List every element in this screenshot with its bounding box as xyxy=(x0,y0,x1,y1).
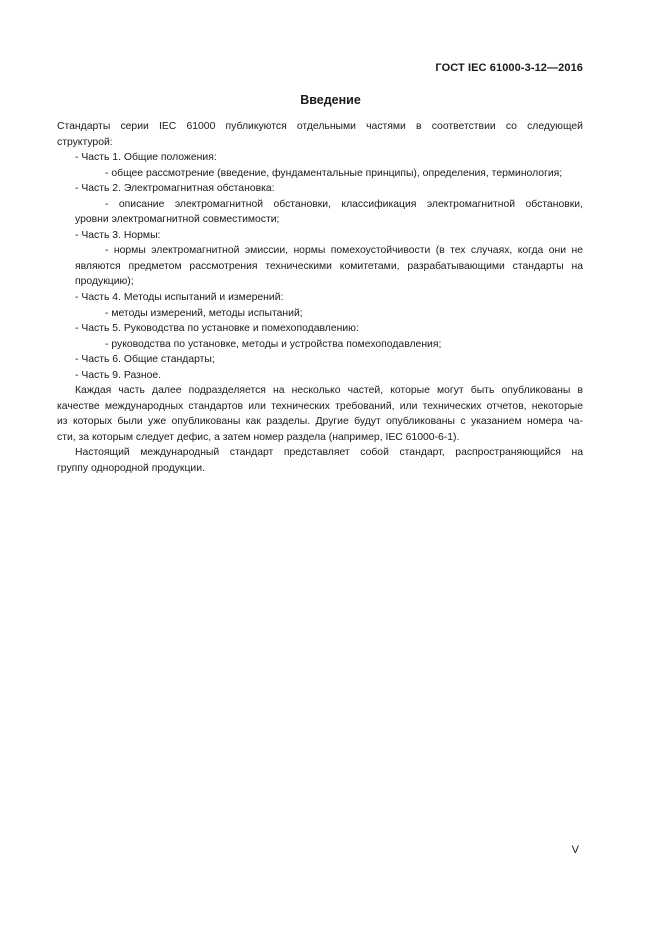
list-item-part6: - Часть 6. Общие стандарты; xyxy=(75,354,215,366)
scope-paragraph xyxy=(57,445,583,476)
division-line-2: качестве международных стандартов или технических требований, или технических отчетов, некоторые xyxy=(57,400,583,412)
list-item-part5: - Часть 5. Руководства по установке и помехоподавлению: xyxy=(75,323,359,335)
list-item-part1: - Часть 1. Общие положения: xyxy=(75,152,217,164)
section-title: Введение xyxy=(300,93,361,107)
intro-paragraph xyxy=(57,119,583,150)
list-subitem-part5: - руководства по установке, методы и устройства помехоподавления; xyxy=(105,338,442,350)
list-subitem-part2-line2: уровни электромагнитной совместимости; xyxy=(75,214,280,226)
intro-line-1: Стандарты серии IEC 61000 публикуются отдельными частями в соответствии со следующей xyxy=(57,121,583,132)
list-item-part2: - Часть 2. Электромагнитная обстановка: xyxy=(75,183,275,195)
scope-line-1: Настоящий международный стандарт представляет собой стандарт, распространяющийся на xyxy=(75,447,583,459)
list-item-part3: - Часть 3. Нормы: xyxy=(75,229,161,241)
scope-line-2: группу однородной продукции. xyxy=(57,463,205,475)
list-subitem-part3-line2: являются предметом рассмотрения техническими комитетами, разрабатывающими стандарты на xyxy=(75,260,583,272)
division-line-4: сти, за которым следует дефис, а затем номер раздела (например, IEC 61000-6-1). xyxy=(57,431,460,443)
list-subitem-part3-line1: - нормы электромагнитной эмиссии, нормы помехоустойчивости (в тех случаях, когда они не xyxy=(105,245,583,257)
list-item-part4: - Часть 4. Методы испытаний и измерений: xyxy=(75,292,284,304)
list-subitem-part2-line1: - описание электромагнитной обстановки, классификация электромагнитной обстановки, xyxy=(105,198,583,210)
division-line-3: из которых были уже опубликованы как разделы. Другие будут опубликованы с указанием номера ча- xyxy=(57,416,583,428)
division-line-1: Каждая часть далее подразделяется на несколько частей, которые могут быть опубликованы в xyxy=(75,385,583,397)
document-id-header: ГОСТ IEC 61000-3-12—2016 xyxy=(435,62,583,74)
list-item-part9: - Часть 9. Разное. xyxy=(75,369,162,381)
intro-line-2: структурой: xyxy=(57,136,113,148)
list-subitem-part1: - общее рассмотрение (введение, фундаментальные принципы), определения, терминология; xyxy=(105,167,563,179)
division-paragraph xyxy=(57,383,583,445)
page-number: V xyxy=(571,844,579,856)
introduction-body xyxy=(57,119,583,477)
list-subitem-part3-line3: продукцию); xyxy=(75,276,134,288)
list-subitem-part4: - методы измерений, методы испытаний; xyxy=(105,307,303,319)
